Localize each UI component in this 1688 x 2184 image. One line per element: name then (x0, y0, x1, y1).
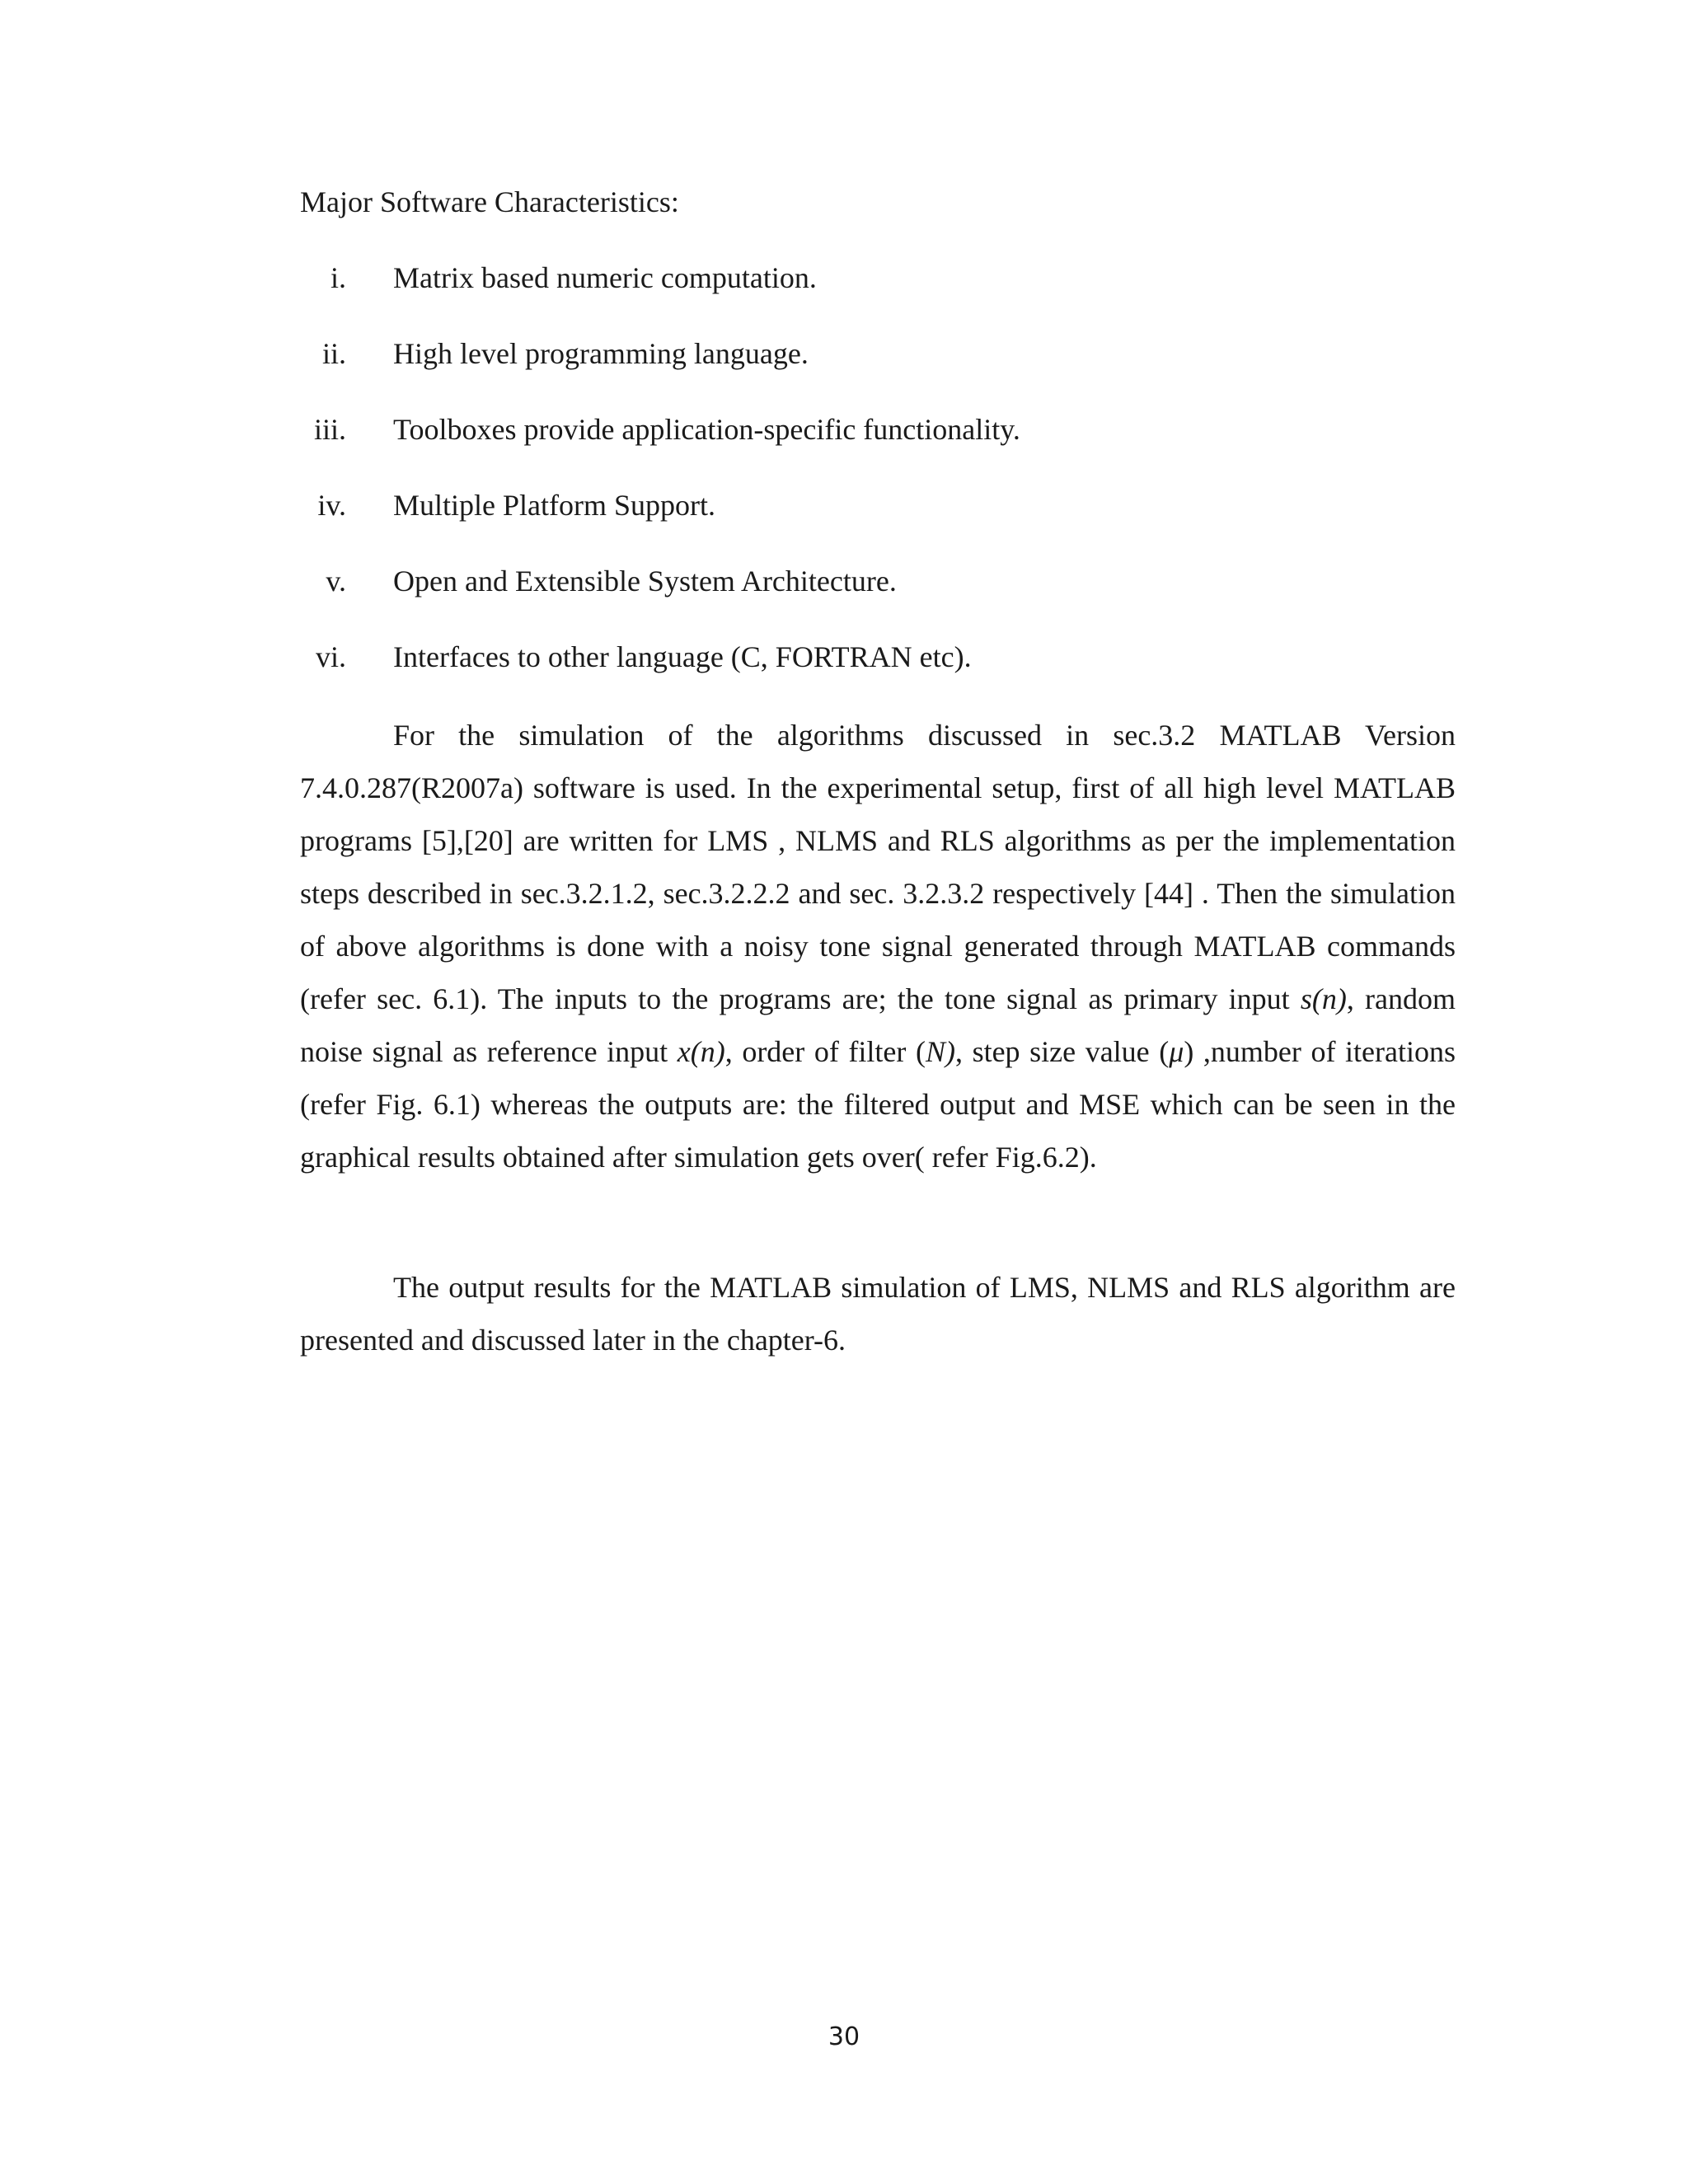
list-item-number: iv. (317, 489, 346, 522)
characteristics-list (300, 259, 1456, 714)
list-item (300, 486, 1456, 562)
paragraph-text: , step size value ( (954, 1035, 1170, 1068)
section-heading: Major Software Characteristics: (300, 185, 679, 218)
list-item-text: Interfaces to other language (C, FORTRAN etc). (393, 640, 972, 673)
list-item-text: High level programming language. (393, 337, 809, 370)
paragraph-text: , order of filter ( (724, 1035, 926, 1068)
results-paragraph: The output results for the MATLAB simulation of LMS, NLMS and RLS algorithm are presented and discussed later in the chapter-6. (300, 1271, 1456, 1357)
list-item-number: iii. (313, 413, 346, 446)
list-item-number: vi. (315, 640, 346, 673)
reference-input-symbol: x(n) (677, 1035, 725, 1068)
paragraph-text: , random noise signal as reference input (300, 982, 1456, 1068)
list-item (300, 335, 1456, 410)
simulation-paragraph (300, 709, 1456, 1183)
paragraph-text: For the simulation of the algorithms discussed in sec.3.2 MATLAB Version 7.4.0.287(R2007a) software is used. In the experimental setup, first of all high level MATLAB programs [5],[20] are written for LMS , NLMS and RLS algorithms as per the implementation steps described in sec.3.2.1.2, sec.3.2.2.2 and sec. 3.2.3.2 respectively [44] . Then the simulation of above algorithms is done with a noisy tone signal generated through MATLAB commands (refer sec. 6.1). The inputs to the programs are; the tone signal as primary input (300, 719, 1456, 1015)
list-item-number: v. (326, 565, 346, 598)
list-item-text: Open and Extensible System Architecture. (393, 565, 897, 598)
paragraph-text: ) ,number of iterations (refer Fig. 6.1) whereas the outputs are: the filtered output and MSE which can be seen in the graphical results obtained after simulation gets over( refer Fig.6.2). (300, 1035, 1456, 1174)
filter-order-symbol: N) (925, 1035, 955, 1068)
step-size-symbol: μ (1169, 1035, 1184, 1068)
list-item-text: Multiple Platform Support. (393, 489, 715, 522)
list-item (300, 410, 1456, 486)
list-item (300, 638, 1456, 714)
primary-input-symbol: s(n) (1300, 982, 1347, 1015)
page-number: 30 (828, 2022, 860, 2051)
list-item (300, 562, 1456, 638)
list-item-number: i. (330, 261, 346, 294)
list-item-text: Matrix based numeric computation. (393, 261, 817, 294)
list-item (300, 259, 1456, 335)
list-item-number: ii. (321, 337, 346, 370)
list-item-text: Toolboxes provide application-specific functionality. (393, 413, 1020, 446)
